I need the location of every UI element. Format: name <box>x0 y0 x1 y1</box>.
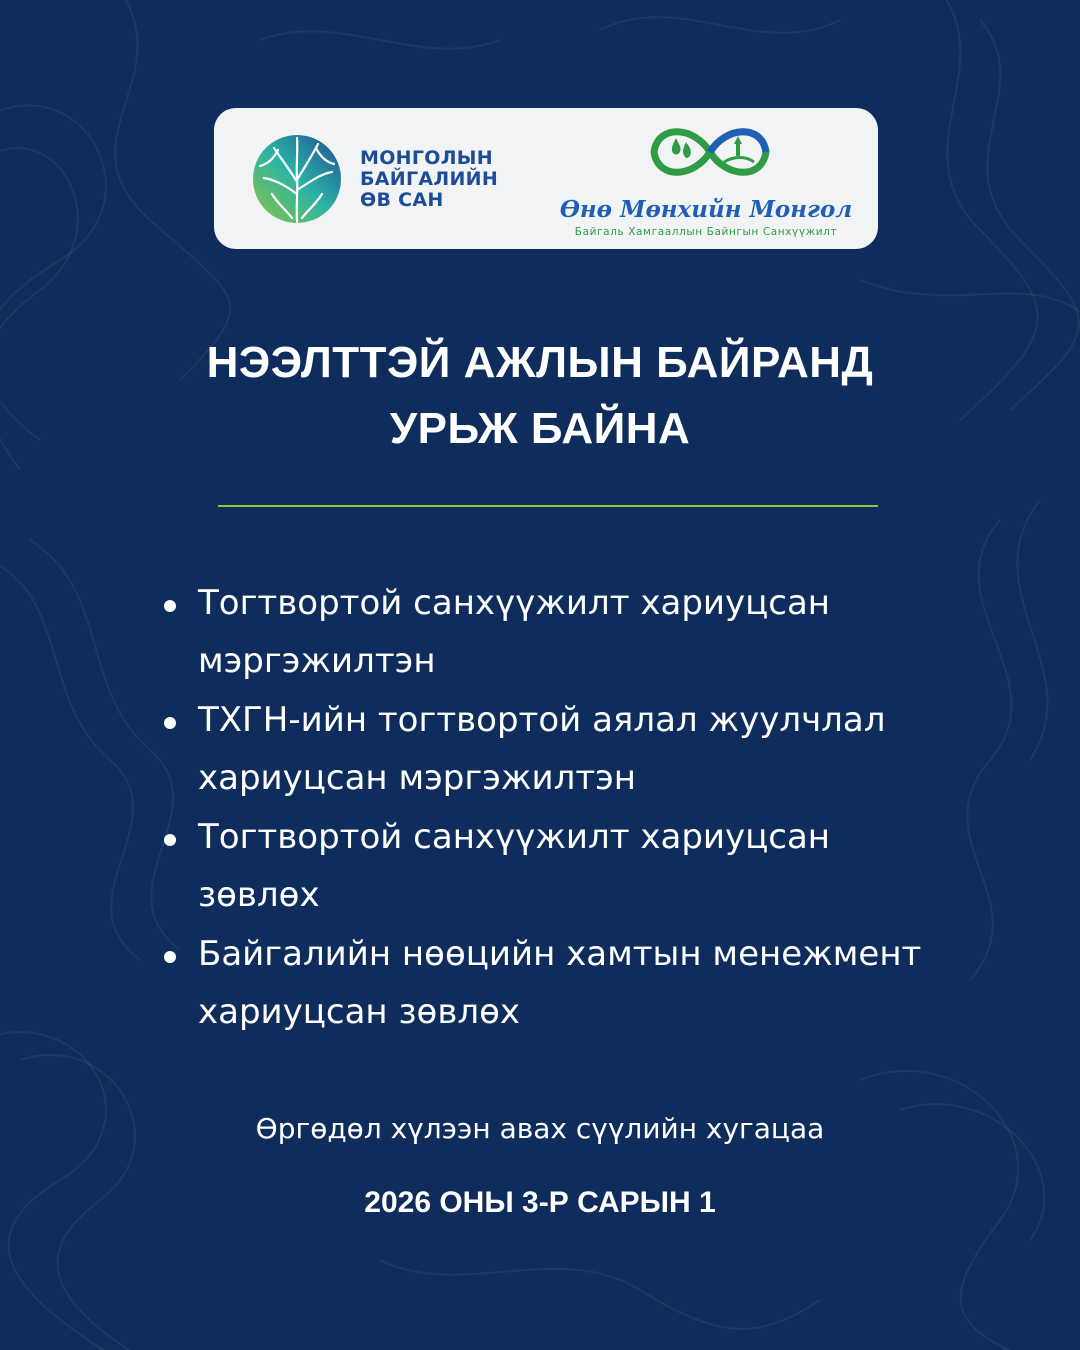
bullet-icon <box>164 717 176 729</box>
deadline-label: Өргөдөл хүлээн авах сүүлийн хугацаа <box>255 1112 825 1145</box>
list-item <box>160 925 1020 1041</box>
position-title-line1: ТХГН-ийн тогтвортой аялал жуулчлал <box>198 700 886 740</box>
bullet-icon <box>164 951 176 963</box>
bullet-icon <box>164 600 176 612</box>
list-item <box>160 574 1020 690</box>
partner-logo <box>556 116 856 242</box>
partner-subtitle: Байгаль Хамгааллын Байнгын Санхүүжилт <box>574 226 838 238</box>
foundation-logo <box>252 134 498 224</box>
foundation-name-line2: БАЙГАЛИЙН <box>360 167 499 190</box>
list-item <box>160 808 1020 924</box>
infinity-water-drop-icon <box>642 116 778 188</box>
bullet-icon <box>164 834 176 846</box>
position-title-line2: зөвлөх <box>198 875 320 915</box>
position-title-line1: Байгалийн нөөцийн хамтын менежмент <box>198 934 922 974</box>
foundation-name <box>360 148 498 211</box>
position-title-line1: Тогтвортой санхүүжилт хариуцсан <box>198 817 831 857</box>
tree-rings-globe-icon <box>252 134 342 224</box>
position-list <box>160 574 1020 1042</box>
list-item <box>160 691 1020 807</box>
foundation-name-line1: МОНГОЛЫН <box>360 146 493 169</box>
foundation-name-line3: ӨВ САН <box>360 188 444 211</box>
position-title-line2: хариуцсан зөвлөх <box>198 992 521 1032</box>
page-title-line1: НЭЭЛТТЭЙ АЖЛЫН БАЙРАНД <box>206 338 874 387</box>
position-title-line2: хариуцсан мэргэжилтэн <box>198 758 637 798</box>
divider <box>218 505 878 507</box>
page-title-line2: УРЬЖ БАЙНА <box>389 404 691 453</box>
position-title-line2: мэргэжилтэн <box>198 641 436 681</box>
partner-title: Өнө Мөнхийн Монгол <box>559 196 853 223</box>
logo-card <box>214 108 878 249</box>
deadline-date: 2026 ОНЫ 3-Р САРЫН 1 <box>364 1186 716 1219</box>
page-title <box>90 330 990 462</box>
position-title-line1: Тогтвортой санхүүжилт хариуцсан <box>198 583 831 623</box>
